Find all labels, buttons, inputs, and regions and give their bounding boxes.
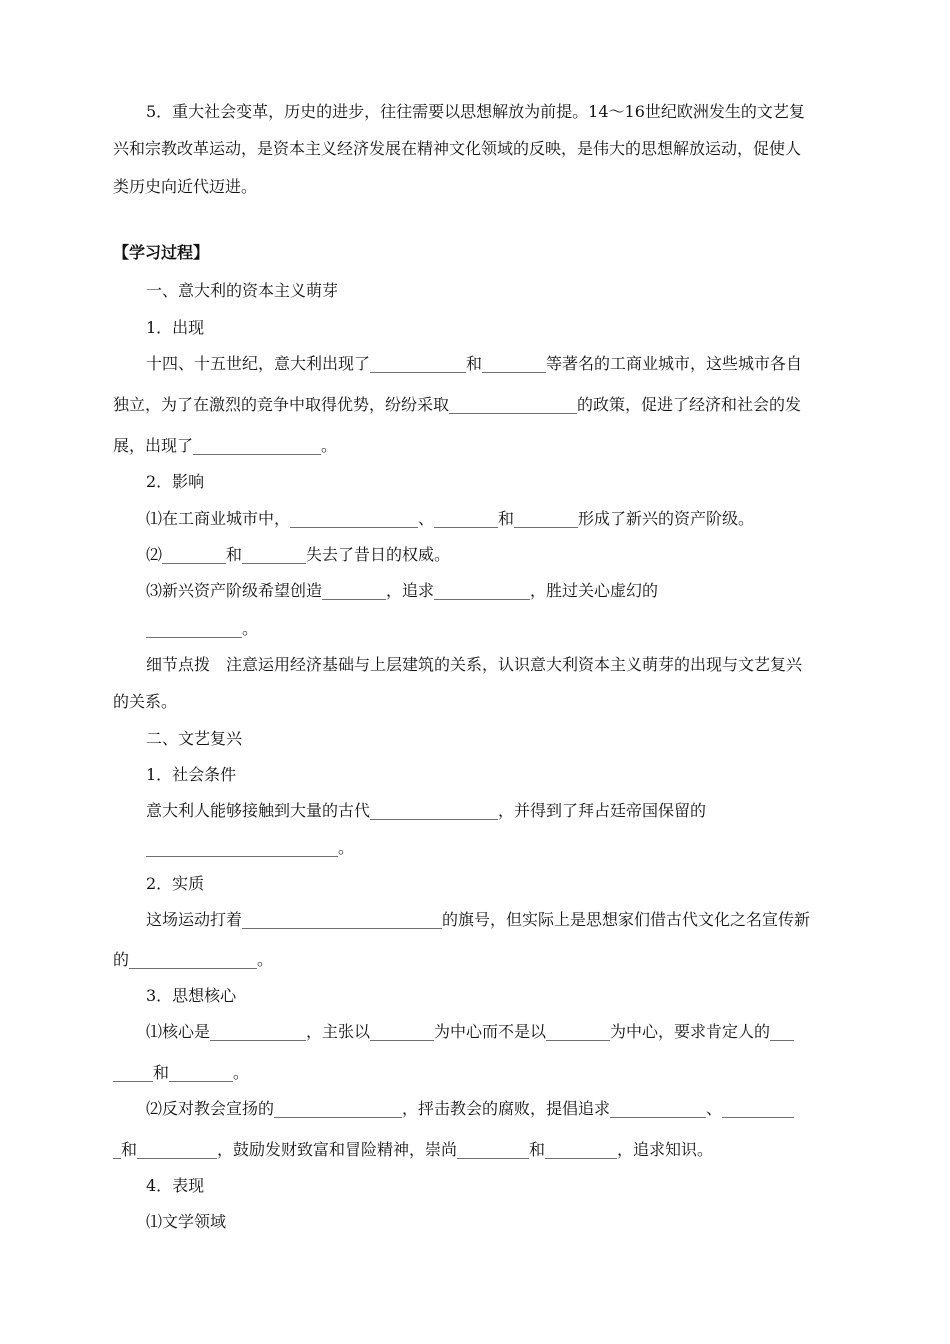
section2-title: 二、文艺复兴 bbox=[146, 729, 243, 748]
section2-item1-line1: 意大利人能够接触到大量的古代________________，并得到了拜占廷帝国保留的 bbox=[146, 801, 707, 820]
detail-tip-line2: 的关系。 bbox=[113, 692, 178, 711]
section1-item1-line3: 展，出现了________________。 bbox=[113, 436, 338, 455]
section1-item1-line1: 十四、十五世纪，意大利出现了____________和________等著名的工商业城市，这些城市各自 bbox=[146, 354, 803, 373]
section2-item3-point2-line1: ⑵反对教会宣扬的________________，抨击教会的腐败，提倡追求____________、_________ bbox=[146, 1099, 795, 1118]
section2-item2-title: 2．实质 bbox=[146, 874, 205, 893]
intro-line-1: 5．重大社会变革，历史的进步，往往需要以思想解放为前提。14～16世纪欧洲发生的文艺复 bbox=[146, 102, 805, 121]
detail-tip-line1: 细节点拨 注意运用经济基础与上层建筑的关系，认识意大利资本主义萌芽的出现与文艺复兴 bbox=[146, 655, 803, 674]
section1-item2-point1: ⑴在工商业城市中，________________、________和________形成了新兴的资产阶级。 bbox=[146, 509, 755, 528]
intro-line-2: 兴和宗教改革运动，是资本主义经济发展在精神文化领域的反映，是伟大的思想解放运动，促使人 bbox=[113, 139, 802, 158]
section1-item2-title: 2．影响 bbox=[146, 472, 205, 491]
section2-item2-line2: 的________________。 bbox=[113, 950, 274, 969]
section2-item3-point2-line2: _和__________，鼓励发财致富和冒险精神，崇尚_________和_________，追求知识。 bbox=[113, 1140, 714, 1159]
section2-item3-point1-line1: ⑴核心是____________，主张以________为中心而不是以________为中心，要求肯定人的___ bbox=[146, 1022, 795, 1041]
section2-item4-title: 4．表现 bbox=[146, 1176, 205, 1195]
section1-item1-line2: 独立，为了在激烈的竞争中取得优势，纷纷采取________________的政策，促进了经济和社会的发 bbox=[113, 395, 802, 414]
section2-item3-point1-line2: _____和________。 bbox=[113, 1063, 250, 1082]
section2-item3-title: 3．思想核心 bbox=[146, 986, 237, 1005]
section1-item1-title: 1．出现 bbox=[146, 318, 205, 337]
section1-title: 一、意大利的资本主义萌芽 bbox=[146, 281, 339, 300]
section2-item4-sub1: ⑴文学领域 bbox=[146, 1212, 227, 1231]
learning-process-heading: 【学习过程】 bbox=[113, 243, 210, 262]
section1-item2-point3-line1: ⑶新兴资产阶级希望创造________，追求____________，胜过关心虚幻的 bbox=[146, 581, 659, 600]
section1-item2-point3-line2: ____________。 bbox=[146, 619, 259, 638]
section1-item2-point2: ⑵________和________失去了昔日的权威。 bbox=[146, 545, 451, 564]
intro-line-3: 类历史向近代迈进。 bbox=[113, 177, 258, 196]
section2-item2-line1: 这场运动打着_________________________的旗号，但实际上是思想家们借古代文化之名宣传新 bbox=[146, 910, 811, 929]
section2-item1-line2: ________________________。 bbox=[146, 838, 355, 857]
section2-item1-title: 1．社会条件 bbox=[146, 765, 237, 784]
